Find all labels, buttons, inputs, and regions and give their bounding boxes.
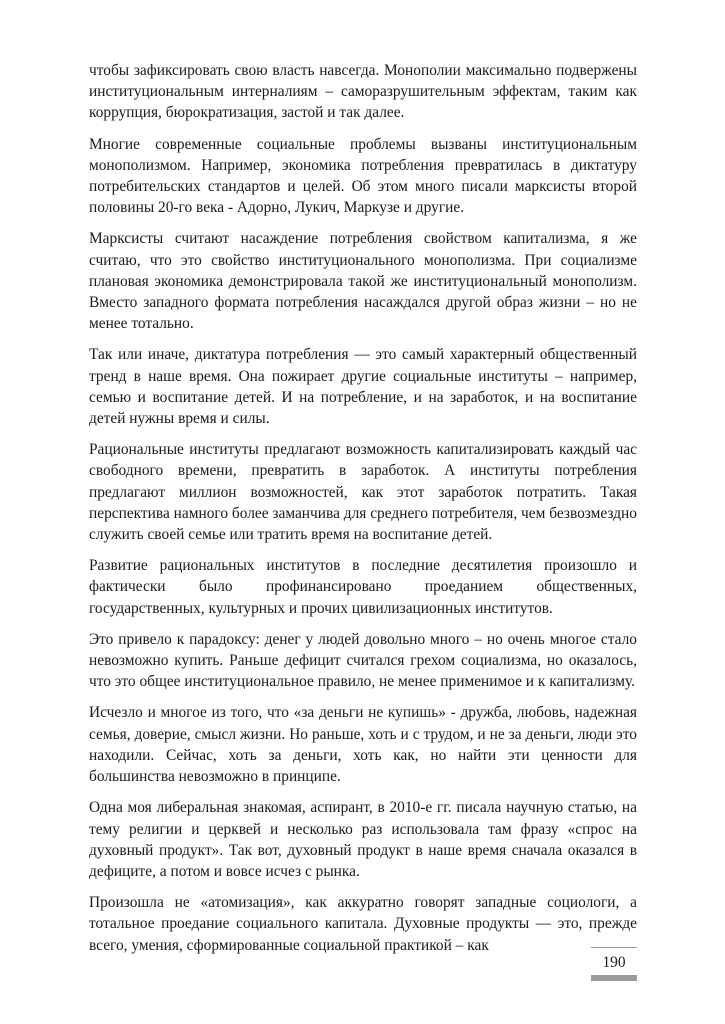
page-body-text	[89, 60, 637, 966]
paragraph-8: Исчезло и многое из того, что «за деньги не купишь» - дружба, любовь, надежная семья, доверие, смысл жизни. Но раньше, хоть и с трудом, и не за деньги, люди это находили. Сейчас, хоть за деньги, хоть как, но найти эти ценности для большинства невозможно в принципе.	[89, 704, 637, 786]
paragraph-3: Марксисты считают насаждение потребления свойством капитализма, я же считаю, что это свойство институционального монополизма. При социализме плановая экономика демонстрировала такой же институциональный монополизм. Вместо западного формата потребления насаждался другой образ жизни – но не менее тотально.	[89, 230, 637, 333]
paragraph-6: Развитие рациональных институтов в последние десятилетия произошло и фактически было профинансировано проеданием общественных, государственных, культурных и прочих цивилизационных институтов.	[89, 557, 637, 617]
paragraph-9: Одна моя либеральная знакомая, аспирант, в 2010-е гг. писала научную статью, на тему религии и церквей и несколько раз использовала там фразу «спрос на духовный продукт». Так вот, духовный продукт в наше время сначала оказался в дефиците, а потом и вовсе исчез с рынка.	[89, 799, 637, 880]
paragraph-1: чтобы зафиксировать свою власть навсегда. Монополии максимально подвержены институциональным интерналиям – саморазрушительным эффектам, таким как коррупция, бюрократизация, застой и так далее.	[89, 62, 637, 122]
page-number-block	[591, 947, 637, 981]
paragraph-2: Многие современные социальные проблемы вызваны институциональным монополизмом. Например, экономика потребления превратилась в диктатуру потребительских стандартов и целей. Об этом много писали марксисты второй половины 20-го века - Адорно, Лукич, Маркузе и другие.	[89, 135, 637, 217]
paragraph-4: Так или иначе, диктатура потребления — это самый характерный общественный тренд в наше время. Она пожирает другие социальные институты – например, семью и воспитание детей. И на потребление, и на заработок, и на воспитание детей нужны время и силы.	[89, 346, 637, 428]
paragraph-10: Произошла не «атомизация», как аккуратно говорят западные социологи, а тотальное проедание социального капитала. Духовные продукты — это, прежде всего, умения, сформированные социальной практикой – как	[89, 894, 637, 954]
page-number-bar	[591, 975, 637, 981]
paragraph-7: Это привело к парадоксу: денег у людей довольно много – но очень многое стало невозможно купить. Раньше дефицит считался грехом социализма, но оказалось, что это общее институциональное правило, не менее применимое и к капитализму.	[89, 630, 637, 691]
paragraph-5: Рациональные институты предлагают возможность капитализировать каждый час свободного времени, превратить в заработок. А институты потребления предлагают миллион возможностей, как этот заработок потратить. Такая перспектива намного более заманчива для среднего потребителя, чем безвозмездно служить своей семье или тратить время на воспитание детей.	[89, 441, 637, 544]
page-number: 190	[591, 947, 637, 973]
